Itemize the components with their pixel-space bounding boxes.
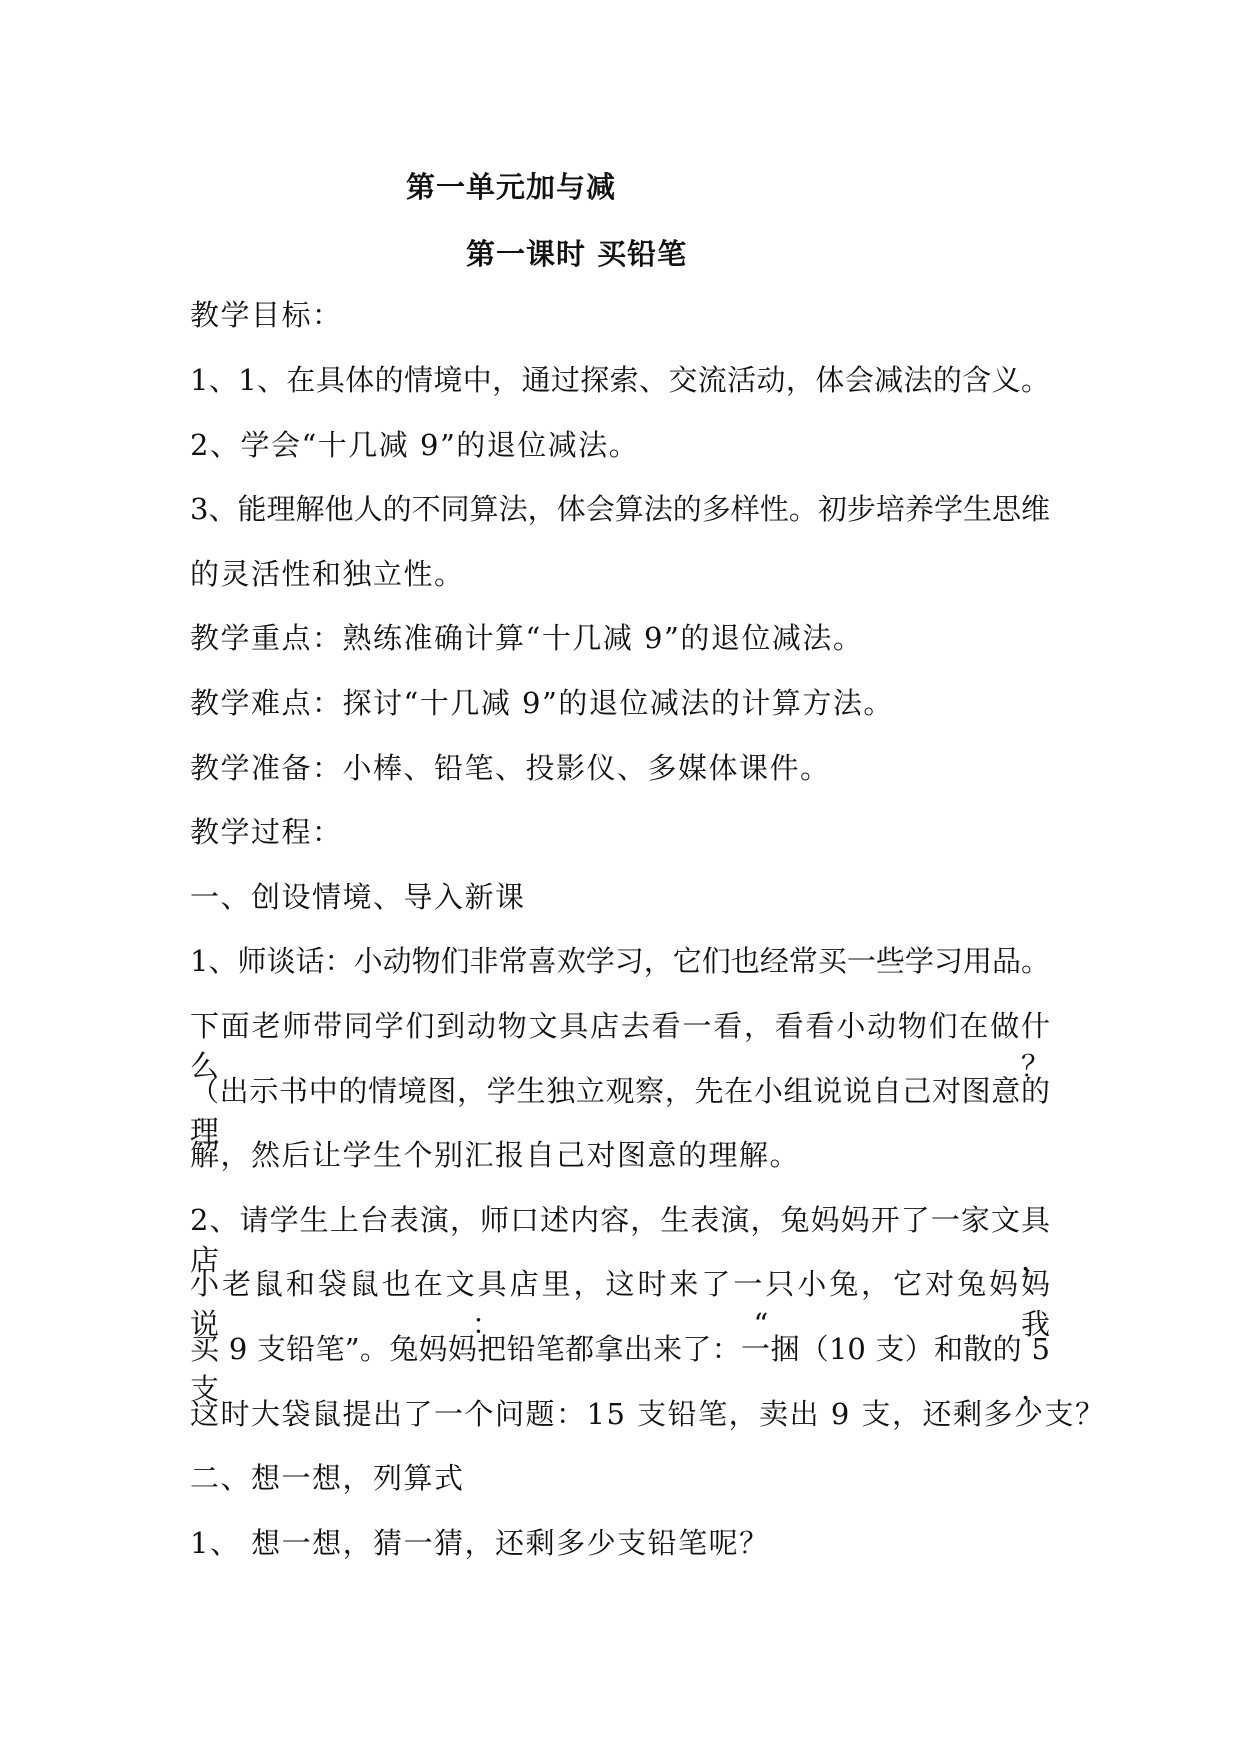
paragraph-line: 解，然后让学生个别汇报自己对图意的理解。 (190, 1138, 801, 1172)
paragraph-line: 2、请学生上台表演，师口述内容，生表演，兔妈妈开了一家文具店， (190, 1203, 1050, 1277)
paragraph-line: 的灵活性和独立性。 (190, 557, 465, 591)
section-heading-process: 教学过程： (190, 815, 343, 849)
paragraph-line-key-point: 教学重点：熟练准确计算“十几减 9”的退位减法。 (190, 621, 864, 655)
paragraph-line: 2、学会“十几减 9”的退位减法。 (190, 428, 640, 462)
paragraph-line-difficulty: 教学难点：探讨“十几减 9”的退位减法的计算方法。 (190, 686, 894, 720)
paragraph-line: （出示书中的情境图，学生独立观察，先在小组说说自己对图意的理 (190, 1074, 1050, 1148)
paragraph-line: 买 9 支铅笔”。兔妈妈把铅笔都拿出来了：一捆（10 支）和散的 5 支， (190, 1332, 1050, 1406)
section-heading-objectives: 教学目标： (190, 298, 343, 332)
unit-title: 第一单元加与减 (406, 170, 617, 204)
section-heading-part-2: 二、想一想，列算式 (190, 1461, 465, 1495)
paragraph-line: 1、师谈话：小动物们非常喜欢学习，它们也经常买一些学习用品。 (190, 944, 1050, 978)
paragraph-line: 1、 想一想，猜一猜，还剩多少支铅笔呢？ (190, 1526, 770, 1560)
section-heading-part-1: 一、创设情境、导入新课 (190, 880, 526, 914)
paragraph-line: 下面老师带同学们到动物文具店去看一看，看看小动物们在做什么？ (190, 1009, 1050, 1083)
paragraph-line: 1、1、在具体的情境中，通过探索、交流活动，体会减法的含义。 (190, 363, 1050, 397)
paragraph-line: 这时大袋鼠提出了一个问题：15 支铅笔，卖出 9 支，还剩多少支？ (190, 1397, 1106, 1431)
paragraph-line: 小老鼠和袋鼠也在文具店里，这时来了一只小兔，它对兔妈妈说：“我 (190, 1267, 1050, 1341)
lesson-title: 第一课时 买铅笔 (466, 237, 688, 271)
paragraph-line-preparation: 教学准备：小棒、铅笔、投影仪、多媒体课件。 (190, 751, 831, 785)
paragraph-line: 3、能理解他人的不同算法，体会算法的多样性。初步培养学生思维 (190, 492, 1050, 526)
